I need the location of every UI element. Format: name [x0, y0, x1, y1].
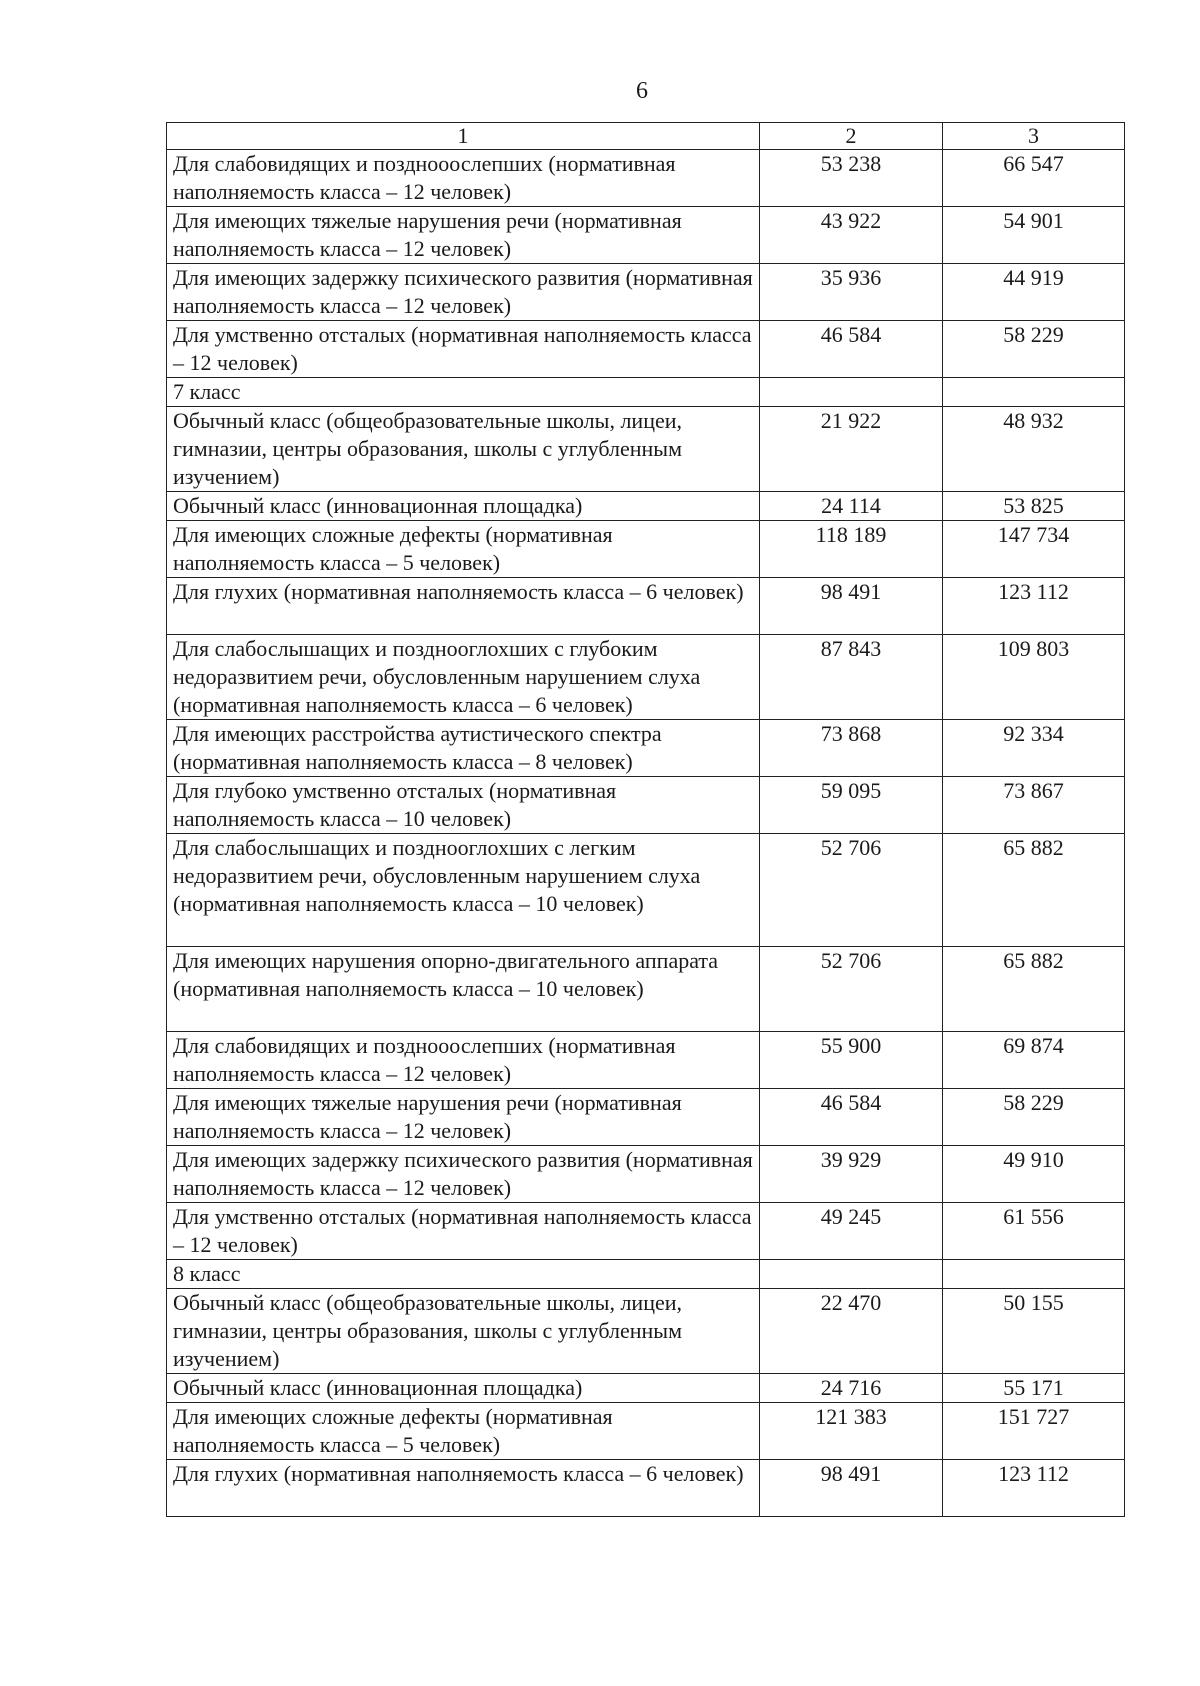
row-description: Для имеющих задержку психического развития (нормативная наполняемость класса – 12 человек)	[167, 264, 760, 321]
row-value-col3: 50 155	[943, 1289, 1125, 1374]
row-description: Для слабослышащих и позднооглохших с легким недоразвитием речи, обусловленным нарушением слуха (нормативная наполняемость класса – 10 человек)	[167, 834, 760, 947]
row-value-col2: 22 470	[760, 1289, 943, 1374]
row-value-col2: 46 584	[760, 321, 943, 378]
row-description: Обычный класс (общеобразовательные школы, лицеи, гимназии, центры образования, школы с углубленным изучением)	[167, 1289, 760, 1374]
row-value-col3: 55 171	[943, 1374, 1125, 1403]
row-value-col3: 123 112	[943, 1460, 1125, 1517]
row-description: Для слабослышащих и позднооглохших с глубоким недоразвитием речи, обусловленным нарушением слуха (нормативная наполняемость класса – 6 человек)	[167, 635, 760, 720]
table-row	[167, 521, 1125, 578]
row-value-col3: 123 112	[943, 578, 1125, 635]
row-value-col3: 44 919	[943, 264, 1125, 321]
table-row	[167, 264, 1125, 321]
table-row	[167, 720, 1125, 777]
table-row	[167, 777, 1125, 834]
row-value-col3	[943, 378, 1125, 407]
row-value-col3: 65 882	[943, 834, 1125, 947]
table-row	[167, 578, 1125, 635]
row-value-col2: 52 706	[760, 947, 943, 1032]
row-description: 8 класс	[167, 1260, 760, 1289]
row-value-col3: 58 229	[943, 321, 1125, 378]
table-row	[167, 207, 1125, 264]
row-value-col2: 98 491	[760, 1460, 943, 1517]
row-description: Для имеющих сложные дефекты (нормативная наполняемость класса – 5 человек)	[167, 1403, 760, 1460]
row-value-col3	[943, 1260, 1125, 1289]
row-description: Для имеющих сложные дефекты (нормативная наполняемость класса – 5 человек)	[167, 521, 760, 578]
table-row	[167, 947, 1125, 1032]
row-value-col2: 35 936	[760, 264, 943, 321]
table-row	[167, 1032, 1125, 1089]
row-value-col2: 53 238	[760, 150, 943, 207]
table-row	[167, 1089, 1125, 1146]
cost-table	[166, 122, 1125, 1517]
table-row	[167, 1260, 1125, 1289]
row-description: Для имеющих тяжелые нарушения речи (нормативная наполняемость класса – 12 человек)	[167, 1089, 760, 1146]
table-row	[167, 150, 1125, 207]
row-description: Обычный класс (общеобразовательные школы, лицеи, гимназии, центры образования, школы с углубленным изучением)	[167, 407, 760, 492]
row-value-col2: 21 922	[760, 407, 943, 492]
row-description: Для умственно отсталых (нормативная наполняемость класса – 12 человек)	[167, 1203, 760, 1260]
row-value-col2: 98 491	[760, 578, 943, 635]
row-value-col2: 46 584	[760, 1089, 943, 1146]
row-value-col3: 48 932	[943, 407, 1125, 492]
row-value-col3: 54 901	[943, 207, 1125, 264]
table-body	[167, 123, 1125, 1517]
table-row	[167, 1460, 1125, 1517]
row-description: 7 класс	[167, 378, 760, 407]
table-header-row	[167, 123, 1125, 150]
table-row	[167, 407, 1125, 492]
row-value-col2: 59 095	[760, 777, 943, 834]
table-row	[167, 1146, 1125, 1203]
row-description: Для имеющих нарушения опорно-двигательного аппарата (нормативная наполняемость класса – 10 человек)	[167, 947, 760, 1032]
row-value-col2: 121 383	[760, 1403, 943, 1460]
row-value-col3: 92 334	[943, 720, 1125, 777]
table-row	[167, 492, 1125, 521]
row-value-col3: 69 874	[943, 1032, 1125, 1089]
row-description: Для глубоко умственно отсталых (нормативная наполняемость класса – 10 человек)	[167, 777, 760, 834]
table-row	[167, 834, 1125, 947]
row-description: Для имеющих тяжелые нарушения речи (нормативная наполняемость класса – 12 человек)	[167, 207, 760, 264]
header-cell-col1: 1	[167, 123, 760, 150]
header-cell-col3: 3	[943, 123, 1125, 150]
row-value-col3: 49 910	[943, 1146, 1125, 1203]
row-description: Обычный класс (инновационная площадка)	[167, 1374, 760, 1403]
row-value-col2	[760, 378, 943, 407]
row-value-col3: 58 229	[943, 1089, 1125, 1146]
table-row	[167, 1289, 1125, 1374]
row-value-col3: 151 727	[943, 1403, 1125, 1460]
table-row	[167, 321, 1125, 378]
row-value-col3: 109 803	[943, 635, 1125, 720]
row-value-col2: 24 114	[760, 492, 943, 521]
row-description: Для слабовидящих и позднооослепших (нормативная наполняемость класса – 12 человек)	[167, 150, 760, 207]
row-value-col3: 53 825	[943, 492, 1125, 521]
row-description: Для слабовидящих и позднооослепших (нормативная наполняемость класса – 12 человек)	[167, 1032, 760, 1089]
row-description: Для умственно отсталых (нормативная наполняемость класса – 12 человек)	[167, 321, 760, 378]
row-value-col3: 147 734	[943, 521, 1125, 578]
table-row	[167, 1374, 1125, 1403]
table-row	[167, 1203, 1125, 1260]
row-value-col2	[760, 1260, 943, 1289]
page-number: 6	[636, 78, 648, 104]
row-value-col2: 24 716	[760, 1374, 943, 1403]
row-description: Для глухих (нормативная наполняемость класса – 6 человек)	[167, 1460, 760, 1517]
row-value-col3: 66 547	[943, 150, 1125, 207]
row-value-col3: 61 556	[943, 1203, 1125, 1260]
row-value-col2: 55 900	[760, 1032, 943, 1089]
row-value-col2: 43 922	[760, 207, 943, 264]
row-description: Обычный класс (инновационная площадка)	[167, 492, 760, 521]
table-row	[167, 378, 1125, 407]
row-description: Для имеющих задержку психического развития (нормативная наполняемость класса – 12 человек)	[167, 1146, 760, 1203]
row-value-col2: 52 706	[760, 834, 943, 947]
row-value-col2: 118 189	[760, 521, 943, 578]
row-value-col2: 73 868	[760, 720, 943, 777]
header-cell-col2: 2	[760, 123, 943, 150]
table-row	[167, 635, 1125, 720]
row-value-col2: 49 245	[760, 1203, 943, 1260]
row-value-col2: 39 929	[760, 1146, 943, 1203]
row-value-col3: 65 882	[943, 947, 1125, 1032]
row-value-col2: 87 843	[760, 635, 943, 720]
row-description: Для имеющих расстройства аутистического спектра (нормативная наполняемость класса – 8 человек)	[167, 720, 760, 777]
table-row	[167, 1403, 1125, 1460]
row-description: Для глухих (нормативная наполняемость класса – 6 человек)	[167, 578, 760, 635]
row-value-col3: 73 867	[943, 777, 1125, 834]
